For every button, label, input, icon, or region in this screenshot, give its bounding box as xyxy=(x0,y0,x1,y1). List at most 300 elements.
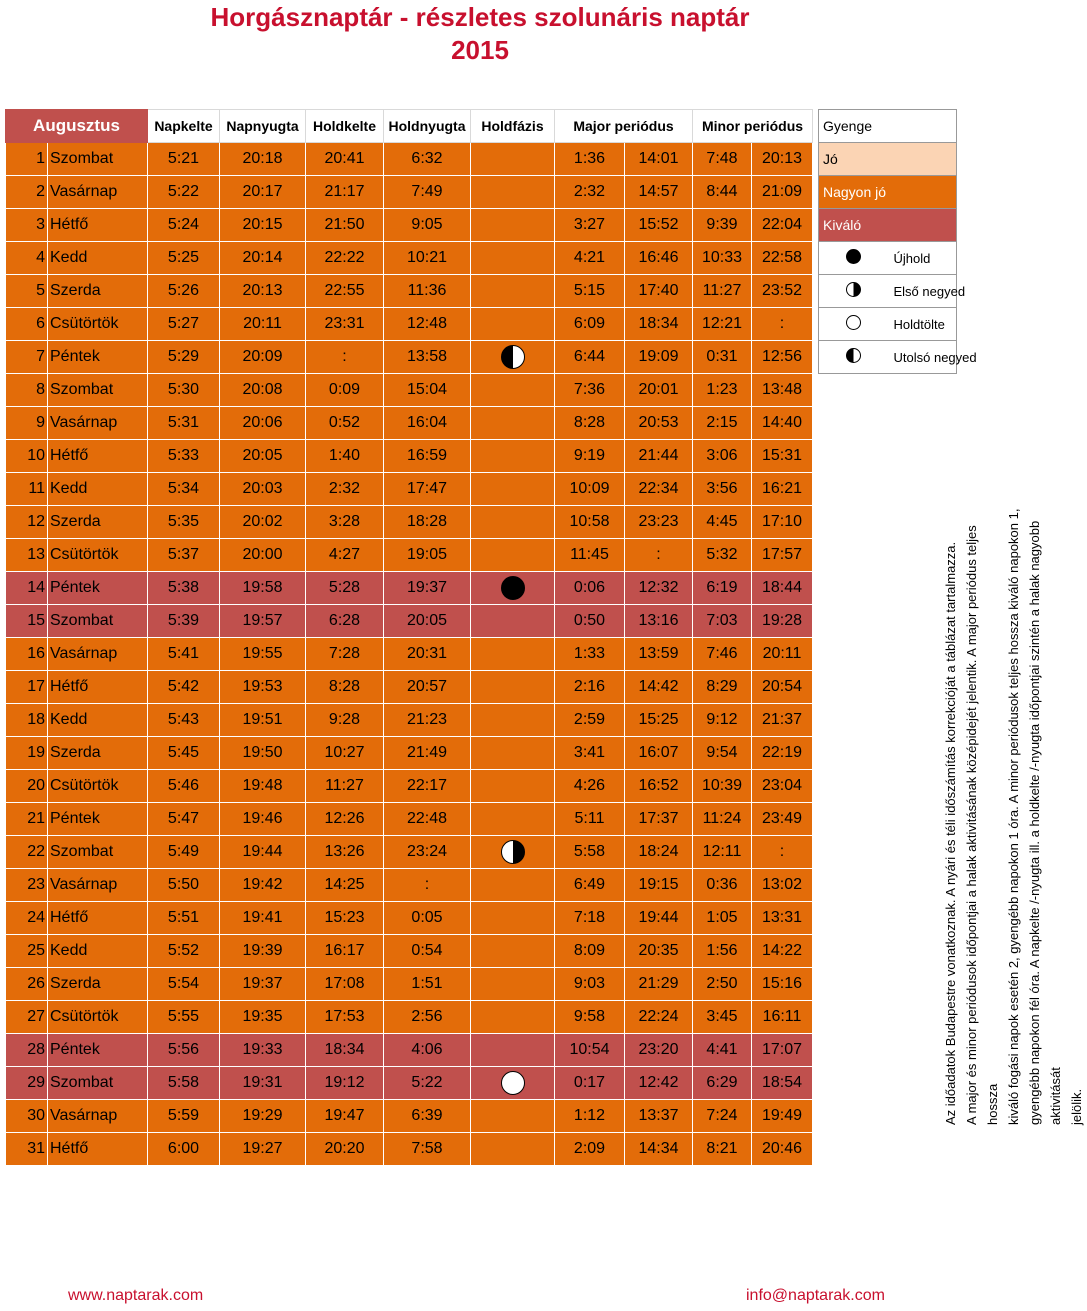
napkelte-cell: 5:27 xyxy=(148,308,220,341)
minor-1-cell: 0:31 xyxy=(693,341,752,374)
major-1-cell: 0:06 xyxy=(555,572,625,605)
major-1-cell: 1:36 xyxy=(555,143,625,176)
major-2-cell: 20:53 xyxy=(625,407,693,440)
legend-row-nagyon-jo xyxy=(819,176,957,209)
legend-row-gyenge xyxy=(819,110,957,143)
holdkelte-cell: 3:28 xyxy=(306,506,384,539)
major-1-cell: 6:09 xyxy=(555,308,625,341)
holdkelte-cell: 2:32 xyxy=(306,473,384,506)
major-1-cell: 4:21 xyxy=(555,242,625,275)
minor-2-cell: 15:31 xyxy=(752,440,813,473)
minor-1-cell: 1:23 xyxy=(693,374,752,407)
napnyugta-cell: 20:08 xyxy=(220,374,306,407)
napkelte-cell: 5:39 xyxy=(148,605,220,638)
table-row xyxy=(6,440,813,473)
major-2-cell: 23:20 xyxy=(625,1034,693,1067)
day-name: Hétfő xyxy=(48,671,148,704)
day-name: Péntek xyxy=(48,1034,148,1067)
major-2-cell: 15:25 xyxy=(625,704,693,737)
holdkelte-cell: 22:55 xyxy=(306,275,384,308)
day-name: Kedd xyxy=(48,242,148,275)
minor-2-cell: 20:13 xyxy=(752,143,813,176)
major-2-cell: 16:52 xyxy=(625,770,693,803)
major-1-cell: 7:36 xyxy=(555,374,625,407)
minor-2-cell: 22:58 xyxy=(752,242,813,275)
major-2-cell: 18:24 xyxy=(625,836,693,869)
holdnyugta-cell: 22:17 xyxy=(384,770,471,803)
holdnyugta-cell: 20:57 xyxy=(384,671,471,704)
napnyugta-cell: 19:57 xyxy=(220,605,306,638)
day-name: Szombat xyxy=(48,374,148,407)
napkelte-cell: 5:43 xyxy=(148,704,220,737)
day-number: 21 xyxy=(6,803,48,836)
napnyugta-cell: 19:35 xyxy=(220,1001,306,1034)
napkelte-cell: 5:55 xyxy=(148,1001,220,1034)
holdkelte-cell: 10:27 xyxy=(306,737,384,770)
legend-row-holdtolte xyxy=(819,308,957,341)
minor-1-cell: 3:45 xyxy=(693,1001,752,1034)
major-1-cell: 5:11 xyxy=(555,803,625,836)
table-row xyxy=(6,1001,813,1034)
major-2-cell: 22:24 xyxy=(625,1001,693,1034)
napnyugta-cell: 19:55 xyxy=(220,638,306,671)
holdnyugta-cell: 10:21 xyxy=(384,242,471,275)
minor-1-cell: 2:15 xyxy=(693,407,752,440)
napnyugta-cell: 19:48 xyxy=(220,770,306,803)
holdnyugta-cell: 19:37 xyxy=(384,572,471,605)
day-number: 29 xyxy=(6,1067,48,1100)
day-name: Szerda xyxy=(48,275,148,308)
minor-1-cell: 8:44 xyxy=(693,176,752,209)
napnyugta-cell: 19:39 xyxy=(220,935,306,968)
napkelte-cell: 5:29 xyxy=(148,341,220,374)
table-row xyxy=(6,506,813,539)
major-2-cell: 14:57 xyxy=(625,176,693,209)
holdnyugta-cell: 4:06 xyxy=(384,1034,471,1067)
legend-icon-cell xyxy=(819,341,888,374)
minor-2-cell: 20:11 xyxy=(752,638,813,671)
napnyugta-cell: 19:50 xyxy=(220,737,306,770)
footnote-line: gyengébb napokon fél óra. A napkelte /-nyugta ill. a holdkelte /-nyugta időpontjai szintén a halak nagyobb aktivitását xyxy=(1027,520,1063,1125)
minor-1-cell: 9:12 xyxy=(693,704,752,737)
day-name: Szombat xyxy=(48,605,148,638)
holdkelte-cell: 12:26 xyxy=(306,803,384,836)
holdkelte-cell: 16:17 xyxy=(306,935,384,968)
holdfazis-cell xyxy=(471,1067,555,1100)
major-1-cell: 11:45 xyxy=(555,539,625,572)
minor-2-cell: 13:02 xyxy=(752,869,813,902)
day-name: Kedd xyxy=(48,473,148,506)
table-row xyxy=(6,275,813,308)
napnyugta-cell: 20:11 xyxy=(220,308,306,341)
major-2-cell: 18:34 xyxy=(625,308,693,341)
footnote-line: Az időadatok Budapestre vonatkoznak. A nyári és téli időszámítás korrekcióját a táblázat tartalmazza. xyxy=(943,541,958,1125)
holdnyugta-cell: 15:04 xyxy=(384,374,471,407)
holdfazis-cell xyxy=(471,770,555,803)
day-name: Szombat xyxy=(48,143,148,176)
major-1-cell: 10:58 xyxy=(555,506,625,539)
holdkelte-cell: 13:26 xyxy=(306,836,384,869)
day-number: 24 xyxy=(6,902,48,935)
holdkelte-cell: 19:47 xyxy=(306,1100,384,1133)
calendar-table xyxy=(5,109,813,1166)
major-2-cell: 22:34 xyxy=(625,473,693,506)
day-number: 1 xyxy=(6,143,48,176)
minor-2-cell: 13:48 xyxy=(752,374,813,407)
holdfazis-cell xyxy=(471,440,555,473)
header-holdnyugta: Holdnyugta xyxy=(384,110,471,143)
holdfazis-cell xyxy=(471,803,555,836)
legend-icon-cell xyxy=(819,308,888,341)
day-number: 19 xyxy=(6,737,48,770)
day-number: 26 xyxy=(6,968,48,1001)
major-1-cell: 3:41 xyxy=(555,737,625,770)
napkelte-cell: 5:35 xyxy=(148,506,220,539)
holdkelte-cell: 4:27 xyxy=(306,539,384,572)
holdfazis-cell xyxy=(471,473,555,506)
holdnyugta-cell: 5:22 xyxy=(384,1067,471,1100)
day-number: 25 xyxy=(6,935,48,968)
major-1-cell: 3:27 xyxy=(555,209,625,242)
holdnyugta-cell: 21:49 xyxy=(384,737,471,770)
header-holdkelte: Holdkelte xyxy=(306,110,384,143)
minor-1-cell: 11:24 xyxy=(693,803,752,836)
minor-2-cell: 18:44 xyxy=(752,572,813,605)
holdfazis-cell xyxy=(471,209,555,242)
major-2-cell: 14:01 xyxy=(625,143,693,176)
major-1-cell: 1:33 xyxy=(555,638,625,671)
minor-2-cell: 19:49 xyxy=(752,1100,813,1133)
day-name: Csütörtök xyxy=(48,1001,148,1034)
major-1-cell: 4:26 xyxy=(555,770,625,803)
napnyugta-cell: 19:51 xyxy=(220,704,306,737)
day-name: Péntek xyxy=(48,803,148,836)
day-number: 16 xyxy=(6,638,48,671)
holdkelte-cell: 9:28 xyxy=(306,704,384,737)
holdnyugta-cell: 2:56 xyxy=(384,1001,471,1034)
header-holdfazis: Holdfázis xyxy=(471,110,555,143)
holdkelte-cell: : xyxy=(306,341,384,374)
holdfazis-cell xyxy=(471,605,555,638)
major-1-cell: 7:18 xyxy=(555,902,625,935)
legend-utolso-negyed: Utolsó negyed xyxy=(888,341,957,374)
day-name: Vasárnap xyxy=(48,1100,148,1133)
holdkelte-cell: 21:17 xyxy=(306,176,384,209)
holdfazis-cell xyxy=(471,539,555,572)
napkelte-cell: 6:00 xyxy=(148,1133,220,1166)
major-2-cell: 21:44 xyxy=(625,440,693,473)
holdnyugta-cell: : xyxy=(384,869,471,902)
table-row xyxy=(6,935,813,968)
minor-2-cell: 21:37 xyxy=(752,704,813,737)
day-number: 13 xyxy=(6,539,48,572)
table-row xyxy=(6,704,813,737)
holdkelte-cell: 7:28 xyxy=(306,638,384,671)
minor-1-cell: 8:29 xyxy=(693,671,752,704)
first-quarter-moon-icon xyxy=(846,282,861,297)
legend-row-elso-negyed xyxy=(819,275,957,308)
major-2-cell: 13:59 xyxy=(625,638,693,671)
footer-email-link[interactable]: info@naptarak.com xyxy=(746,1287,885,1304)
minor-2-cell: 17:10 xyxy=(752,506,813,539)
holdfazis-cell xyxy=(471,242,555,275)
day-name: Vasárnap xyxy=(48,869,148,902)
major-1-cell: 2:09 xyxy=(555,1133,625,1166)
legend-elso-negyed: Első negyed xyxy=(888,275,957,308)
day-number: 31 xyxy=(6,1133,48,1166)
legend-row-kivalo xyxy=(819,209,957,242)
day-name: Csütörtök xyxy=(48,770,148,803)
holdfazis-cell xyxy=(471,704,555,737)
holdfazis-cell xyxy=(471,143,555,176)
holdnyugta-cell: 12:48 xyxy=(384,308,471,341)
holdfazis-cell xyxy=(471,836,555,869)
minor-1-cell: 8:21 xyxy=(693,1133,752,1166)
legend-holdtolte: Holdtölte xyxy=(888,308,957,341)
new-moon-icon xyxy=(846,249,861,264)
napkelte-cell: 5:33 xyxy=(148,440,220,473)
minor-2-cell: 16:21 xyxy=(752,473,813,506)
napnyugta-cell: 20:13 xyxy=(220,275,306,308)
table-row xyxy=(6,143,813,176)
holdnyugta-cell: 6:32 xyxy=(384,143,471,176)
legend-icon-cell xyxy=(819,242,888,275)
major-1-cell: 5:58 xyxy=(555,836,625,869)
minor-1-cell: 7:48 xyxy=(693,143,752,176)
day-name: Csütörtök xyxy=(48,539,148,572)
header-minor: Minor periódus xyxy=(693,110,813,143)
major-2-cell: 14:42 xyxy=(625,671,693,704)
table-row xyxy=(6,572,813,605)
minor-1-cell: 11:27 xyxy=(693,275,752,308)
major-2-cell: 13:37 xyxy=(625,1100,693,1133)
day-name: Szerda xyxy=(48,506,148,539)
major-2-cell: 14:34 xyxy=(625,1133,693,1166)
holdfazis-cell xyxy=(471,1001,555,1034)
full-moon-icon xyxy=(501,1071,525,1095)
minor-2-cell: 14:40 xyxy=(752,407,813,440)
major-2-cell: 12:32 xyxy=(625,572,693,605)
holdfazis-cell xyxy=(471,308,555,341)
legend-gyenge: Gyenge xyxy=(819,110,957,143)
minor-2-cell: 16:11 xyxy=(752,1001,813,1034)
napkelte-cell: 5:54 xyxy=(148,968,220,1001)
day-number: 2 xyxy=(6,176,48,209)
day-number: 20 xyxy=(6,770,48,803)
minor-1-cell: 4:45 xyxy=(693,506,752,539)
napnyugta-cell: 20:17 xyxy=(220,176,306,209)
napnyugta-cell: 19:37 xyxy=(220,968,306,1001)
day-name: Szerda xyxy=(48,968,148,1001)
minor-1-cell: 3:56 xyxy=(693,473,752,506)
napnyugta-cell: 20:09 xyxy=(220,341,306,374)
major-1-cell: 2:32 xyxy=(555,176,625,209)
holdfazis-cell xyxy=(471,176,555,209)
napkelte-cell: 5:24 xyxy=(148,209,220,242)
holdnyugta-cell: 7:58 xyxy=(384,1133,471,1166)
napkelte-cell: 5:45 xyxy=(148,737,220,770)
napnyugta-cell: 19:31 xyxy=(220,1067,306,1100)
holdfazis-cell xyxy=(471,1034,555,1067)
holdnyugta-cell: 16:59 xyxy=(384,440,471,473)
holdnyugta-cell: 16:04 xyxy=(384,407,471,440)
major-2-cell: 19:15 xyxy=(625,869,693,902)
last-quarter-moon-icon xyxy=(846,348,861,363)
holdnyugta-cell: 9:05 xyxy=(384,209,471,242)
minor-1-cell: 12:11 xyxy=(693,836,752,869)
minor-2-cell: 23:52 xyxy=(752,275,813,308)
day-number: 27 xyxy=(6,1001,48,1034)
napnyugta-cell: 19:29 xyxy=(220,1100,306,1133)
major-1-cell: 6:44 xyxy=(555,341,625,374)
major-1-cell: 9:58 xyxy=(555,1001,625,1034)
major-1-cell: 6:49 xyxy=(555,869,625,902)
holdfazis-cell xyxy=(471,1100,555,1133)
legend-table xyxy=(818,109,977,374)
day-number: 4 xyxy=(6,242,48,275)
minor-2-cell: : xyxy=(752,836,813,869)
napnyugta-cell: 20:06 xyxy=(220,407,306,440)
napkelte-cell: 5:37 xyxy=(148,539,220,572)
holdnyugta-cell: 23:24 xyxy=(384,836,471,869)
table-row xyxy=(6,341,813,374)
day-number: 6 xyxy=(6,308,48,341)
day-name: Hétfő xyxy=(48,440,148,473)
holdkelte-cell: 8:28 xyxy=(306,671,384,704)
major-1-cell: 9:19 xyxy=(555,440,625,473)
minor-2-cell: 20:46 xyxy=(752,1133,813,1166)
major-2-cell: 17:40 xyxy=(625,275,693,308)
napnyugta-cell: 20:00 xyxy=(220,539,306,572)
footnote-line: A major és minor periódusok időpontjai a halak aktivitásának középidejét jelentik. A major periódus teljes hossza xyxy=(964,525,1000,1125)
holdkelte-cell: 19:12 xyxy=(306,1067,384,1100)
napnyugta-cell: 19:58 xyxy=(220,572,306,605)
holdkelte-cell: 17:08 xyxy=(306,968,384,1001)
minor-1-cell: 10:39 xyxy=(693,770,752,803)
header-major: Major periódus xyxy=(555,110,693,143)
minor-2-cell: 18:54 xyxy=(752,1067,813,1100)
day-name: Vasárnap xyxy=(48,638,148,671)
last-quarter-moon-icon xyxy=(501,345,525,369)
holdkelte-cell: 6:28 xyxy=(306,605,384,638)
minor-2-cell: 15:16 xyxy=(752,968,813,1001)
napkelte-cell: 5:52 xyxy=(148,935,220,968)
day-number: 28 xyxy=(6,1034,48,1067)
holdnyugta-cell: 0:05 xyxy=(384,902,471,935)
holdfazis-cell xyxy=(471,275,555,308)
table-row xyxy=(6,473,813,506)
minor-2-cell: 17:57 xyxy=(752,539,813,572)
day-number: 9 xyxy=(6,407,48,440)
major-1-cell: 10:54 xyxy=(555,1034,625,1067)
major-1-cell: 0:17 xyxy=(555,1067,625,1100)
napkelte-cell: 5:21 xyxy=(148,143,220,176)
legend-row-utolso-negyed xyxy=(819,341,957,374)
holdkelte-cell: 20:41 xyxy=(306,143,384,176)
napkelte-cell: 5:25 xyxy=(148,242,220,275)
major-2-cell: 13:16 xyxy=(625,605,693,638)
holdfazis-cell xyxy=(471,902,555,935)
table-row xyxy=(6,308,813,341)
napkelte-cell: 5:26 xyxy=(148,275,220,308)
minor-1-cell: 12:21 xyxy=(693,308,752,341)
holdkelte-cell: 11:27 xyxy=(306,770,384,803)
table-row xyxy=(6,605,813,638)
table-row xyxy=(6,737,813,770)
day-name: Hétfő xyxy=(48,209,148,242)
minor-1-cell: 2:50 xyxy=(693,968,752,1001)
minor-1-cell: 9:54 xyxy=(693,737,752,770)
major-1-cell: 5:15 xyxy=(555,275,625,308)
minor-2-cell: : xyxy=(752,308,813,341)
footer-website-link[interactable]: www.naptarak.com xyxy=(68,1287,204,1304)
napnyugta-cell: 19:44 xyxy=(220,836,306,869)
holdnyugta-cell: 21:23 xyxy=(384,704,471,737)
table-row xyxy=(6,209,813,242)
day-number: 14 xyxy=(6,572,48,605)
major-2-cell: 19:09 xyxy=(625,341,693,374)
major-2-cell: 16:46 xyxy=(625,242,693,275)
table-row xyxy=(6,803,813,836)
day-name: Vasárnap xyxy=(48,407,148,440)
day-name: Vasárnap xyxy=(48,176,148,209)
table-row xyxy=(6,1100,813,1133)
table-row xyxy=(6,671,813,704)
table-row xyxy=(6,968,813,1001)
day-name: Hétfő xyxy=(48,1133,148,1166)
napkelte-cell: 5:34 xyxy=(148,473,220,506)
napnyugta-cell: 20:05 xyxy=(220,440,306,473)
holdkelte-cell: 18:34 xyxy=(306,1034,384,1067)
holdnyugta-cell: 18:28 xyxy=(384,506,471,539)
table-row xyxy=(6,869,813,902)
napkelte-cell: 5:41 xyxy=(148,638,220,671)
day-number: 12 xyxy=(6,506,48,539)
full-moon-icon xyxy=(846,315,861,330)
minor-1-cell: 1:05 xyxy=(693,902,752,935)
day-number: 10 xyxy=(6,440,48,473)
napnyugta-cell: 19:46 xyxy=(220,803,306,836)
napkelte-cell: 5:49 xyxy=(148,836,220,869)
day-name: Szombat xyxy=(48,1067,148,1100)
table-row xyxy=(6,242,813,275)
header-row xyxy=(6,110,813,143)
holdkelte-cell: 0:09 xyxy=(306,374,384,407)
minor-1-cell: 7:03 xyxy=(693,605,752,638)
major-2-cell: : xyxy=(625,539,693,572)
day-number: 22 xyxy=(6,836,48,869)
napnyugta-cell: 20:14 xyxy=(220,242,306,275)
new-moon-icon xyxy=(501,576,525,600)
holdnyugta-cell: 0:54 xyxy=(384,935,471,968)
calendar-body xyxy=(6,143,813,1166)
major-1-cell: 2:59 xyxy=(555,704,625,737)
holdkelte-cell: 0:52 xyxy=(306,407,384,440)
napkelte-cell: 5:59 xyxy=(148,1100,220,1133)
major-2-cell: 20:35 xyxy=(625,935,693,968)
page-year: 2015 xyxy=(451,35,509,65)
major-1-cell: 0:50 xyxy=(555,605,625,638)
napnyugta-cell: 19:41 xyxy=(220,902,306,935)
table-row xyxy=(6,902,813,935)
page-title: Horgásznaptár - részletes szolunáris naptár xyxy=(210,2,750,32)
footnote xyxy=(940,505,1084,1125)
holdkelte-cell: 5:28 xyxy=(306,572,384,605)
day-number: 18 xyxy=(6,704,48,737)
holdfazis-cell xyxy=(471,407,555,440)
major-2-cell: 16:07 xyxy=(625,737,693,770)
day-number: 5 xyxy=(6,275,48,308)
